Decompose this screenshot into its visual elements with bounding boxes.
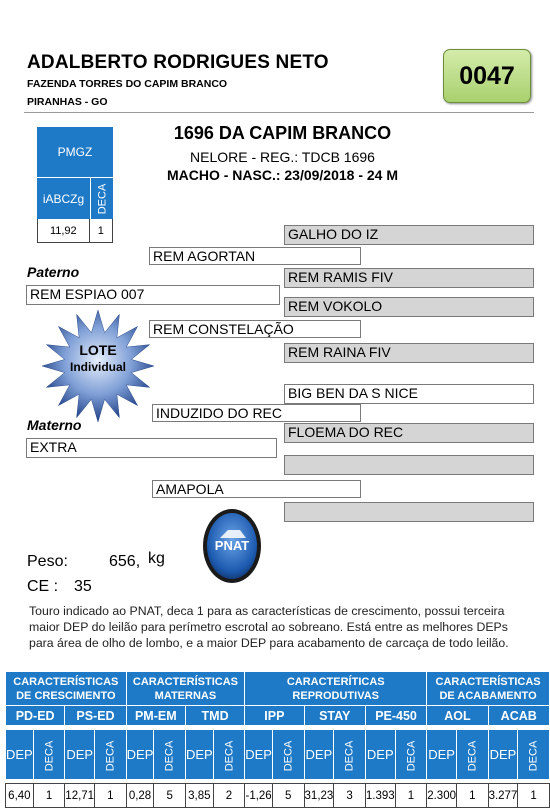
deca-label-text: DECA	[527, 740, 540, 772]
trait-header: ACAB	[488, 706, 549, 726]
maternal-label: Materno	[27, 417, 82, 433]
dep-value: 12,71	[65, 784, 95, 808]
deca-label-text: DECA	[163, 740, 176, 772]
index-value: 11,92	[38, 219, 90, 242]
scrotal-value: 35	[74, 578, 92, 595]
deca-label	[154, 730, 186, 780]
farm-name: FAZENDA TORRES DO CAPIM BRANCO	[27, 78, 228, 90]
dep-value: 3.277	[488, 784, 518, 808]
index-deca-label	[90, 177, 113, 219]
trait-header: AOL	[427, 706, 488, 726]
animal-sex-birth: MACHO - NASC.: 23/09/2018 - 24 M	[166, 167, 399, 183]
index-label: iABCZg	[37, 177, 90, 219]
evaluation-note: Touro indicado ao PNAT, deca 1 para as características de crescimento, possui terceira maior DEP do leilão para perímetro escrotal ao sobreano. Está entre as melhores DEPs para área de olho de lombo, e a maior DEP para acabamento de carcaça de todo leilão.	[29, 604, 509, 650]
dep-value: 31,23	[304, 784, 334, 808]
program-label: PMGZ	[37, 127, 113, 177]
deca-value: 1	[33, 784, 65, 808]
dep-value: 1.393	[365, 784, 395, 808]
pnat-logo-text: PNAT	[214, 538, 250, 553]
deca-label	[33, 730, 65, 780]
deca-label	[213, 730, 245, 780]
deca-label-text: DECA	[404, 740, 417, 772]
pedigree-dam-dam-dam	[284, 502, 534, 522]
trait-header: IPP	[245, 706, 304, 726]
dep-value: -1,26	[245, 784, 273, 808]
animal-breed-registration: NELORE - REG.: TDCB 1696	[190, 149, 375, 165]
group-finishing: CARACTERÍSTICAS DE ACABAMENTO	[427, 672, 550, 706]
animal-name: 1696 DA CAPIM BRANCO	[173, 123, 392, 143]
deca-label-text: DECA	[222, 740, 235, 772]
pedigree-dam-sire-dam: FLOEMA DO REC	[284, 423, 534, 443]
deca-label-text: DECA	[343, 740, 356, 772]
deca-label	[272, 730, 304, 780]
weight-unit: kg	[148, 550, 165, 567]
deca-value: 5	[154, 784, 186, 808]
pedigree-dam: EXTRA	[26, 438, 277, 458]
pnat-logo	[202, 508, 262, 584]
dep-label: DEP	[488, 730, 518, 780]
lot-type-line1: LOTE	[79, 342, 117, 358]
deca-label-text: DECA	[282, 740, 295, 772]
dep-label: DEP	[304, 730, 334, 780]
deca-value: 3	[334, 784, 366, 808]
trait-header: PM-EM	[126, 706, 185, 726]
lot-type-line2: Individual	[69, 360, 127, 374]
dep-label: DEP	[365, 730, 395, 780]
deca-value: 1	[457, 784, 489, 808]
dep-label: DEP	[6, 730, 34, 780]
dep-label: DEP	[185, 730, 213, 780]
lot-number-badge: 0047	[443, 49, 531, 103]
pedigree-sire-dam: REM CONSTELAÇÃO	[149, 320, 361, 338]
trait-header: PS-ED	[65, 706, 126, 726]
farm-city: PIRANHAS - GO	[27, 96, 108, 108]
deca-label-text: DECA	[466, 740, 479, 772]
deca-value: 1	[395, 784, 427, 808]
trait-header: PE-450	[365, 706, 426, 726]
dep-label: DEP	[427, 730, 457, 780]
dep-label: DEP	[126, 730, 154, 780]
pedigree-sire-sire: REM AGORTAN	[149, 247, 361, 265]
deca-value: 1	[518, 784, 550, 808]
pedigree-dam-sire-sire: BIG BEN DA S NICE	[284, 384, 534, 404]
header-divider	[24, 112, 534, 113]
deca-label	[457, 730, 489, 780]
owner-name: ADALBERTO RODRIGUES NETO	[27, 52, 329, 73]
trait-header: STAY	[304, 706, 365, 726]
pedigree-dam-dam-sire	[284, 455, 534, 475]
deca-label-text: DECA	[43, 740, 56, 772]
deca-label-text: DECA	[104, 740, 117, 772]
dep-value: 3,85	[185, 784, 213, 808]
deca-label	[518, 730, 550, 780]
deca-value: 2	[213, 784, 245, 808]
trait-header: PD-ED	[6, 706, 65, 726]
pedigree-dam-dam: AMAPOLA	[152, 480, 361, 498]
trait-header: TMD	[185, 706, 244, 726]
deca-label	[334, 730, 366, 780]
dep-value: 2.300	[427, 784, 457, 808]
dep-value: 6,40	[6, 784, 34, 808]
pedigree-sire-dam-dam: REM RAINA FIV	[284, 343, 534, 363]
dep-label: DEP	[65, 730, 95, 780]
deca-label	[95, 730, 127, 780]
pedigree-sire-sire-dam: REM RAMIS FIV	[284, 268, 534, 288]
weight-label: Peso:	[27, 553, 68, 570]
deca-label	[395, 730, 427, 780]
weight-value: 656,	[109, 553, 141, 570]
deca-value: 5	[272, 784, 304, 808]
pedigree-sire-dam-sire: REM VOKOLO	[284, 297, 534, 317]
lot-type-starburst	[40, 308, 156, 424]
dep-label: DEP	[245, 730, 273, 780]
paternal-label: Paterno	[27, 264, 80, 280]
index-values	[37, 219, 113, 243]
pedigree-dam-sire: INDUZIDO DO REC	[152, 404, 361, 422]
deca-value: 1	[95, 784, 127, 808]
dep-table	[5, 671, 550, 808]
group-maternal: CARACTERÍSTICAS MATERNAS	[126, 672, 245, 706]
index-deca-text: DECA	[96, 183, 108, 214]
index-deca-value: 1	[97, 224, 104, 237]
pedigree-sire-sire-sire: GALHO DO IZ	[284, 225, 534, 245]
group-growth: CARACTERÍSTICAS DE CRESCIMENTO	[6, 672, 127, 706]
group-reproductive: CARACTERÍTICAS REPRODUTIVAS	[245, 672, 427, 706]
dep-value: 0,28	[126, 784, 154, 808]
pedigree-sire: REM ESPIAO 007	[26, 285, 280, 305]
scrotal-label: CE :	[27, 578, 59, 595]
